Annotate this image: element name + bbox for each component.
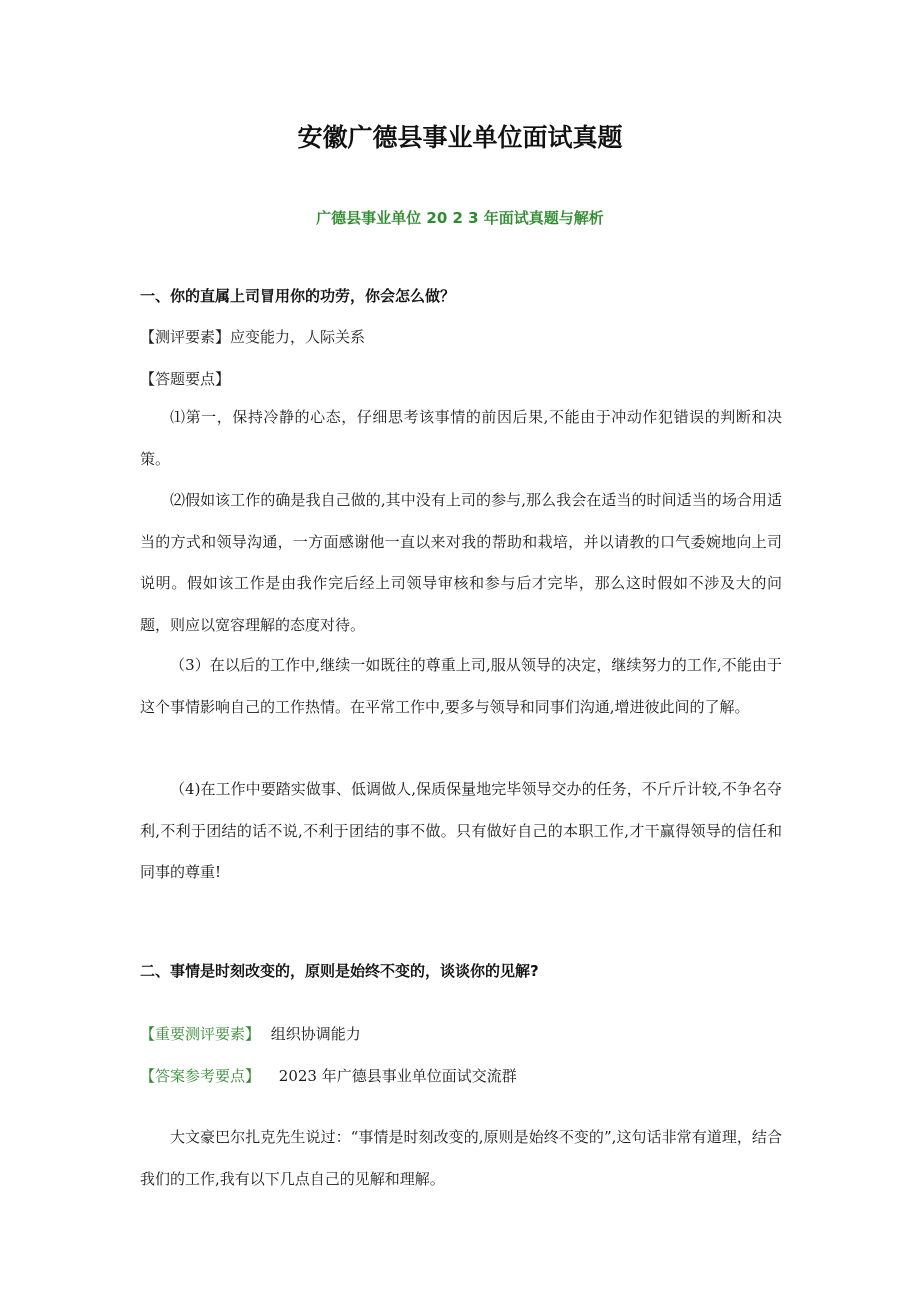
q1-paragraph-1: ⑴第一，保持冷静的心态，仔细思考该事情的前因后果,不能由于冲动作犯错误的判断和决策。 xyxy=(140,408,782,468)
q1-paragraph-2: ⑵假如该工作的确是我自己做的,其中没有上司的参与,那么我会在适当的时间适当的场合用适当的方式和领导沟通，一方面感谢他一直以来对我的帮助和栽培，并以请教的口气委婉地向上司说明。假如该工作是由我作完后经上司领导审核和参与后才完毕，那么这时假如不涉及大的问题，则应以宽容理解的态度对待。 xyxy=(140,491,782,634)
q2-answer-line xyxy=(140,1065,517,1086)
q2-answer-value: 2023 年广德县事业单位面试交流群 xyxy=(278,1067,517,1085)
question-1-heading: 一、你的直属上司冒用你的功劳，你会怎么做？ xyxy=(140,287,456,305)
page-subtitle: 广德县事业单位 20 2 3 年面试真题与解析 xyxy=(316,209,604,227)
q1-elements-line xyxy=(140,326,365,347)
question-2-heading: 二、事情是时刻改变的，原则是始终不变的，谈谈你的见解? xyxy=(140,962,539,980)
q1-elements-label: 【测评要素】 xyxy=(140,328,231,346)
q2-elements-label: 【重要测评要素】 xyxy=(140,1025,261,1043)
q1-points-label: 【答题要点】 xyxy=(140,370,231,388)
q1-elements-value: 应变能力，人际关系 xyxy=(230,328,366,346)
q1-paragraph-4: （4)在工作中要踏实做事、低调做人,保质保量地完毕领导交办的任务，不斤斤计较,不争名夺利,不利于团结的话不说,不利于团结的事不做。只有做好自己的本职工作,才干赢得领导的信任和同事的尊重! xyxy=(140,780,782,881)
q2-elements-line xyxy=(140,1023,361,1044)
q2-elements-value: 组织协调能力 xyxy=(270,1025,361,1043)
q1-paragraph-3: （3）在以后的工作中,继续一如既往的尊重上司,服从领导的决定，继续努力的工作,不能由于这个事情影响自己的工作热情。在平常工作中,要多与领导和同事们沟通,增进彼此间的了解。 xyxy=(140,656,782,716)
page-title: 安徽广德县事业单位面试真题 xyxy=(297,123,623,152)
q2-paragraph-1: 大文豪巴尔扎克先生说过：“事情是时刻改变的,原则是始终不变的”,这句话非常有道理，结合我们的工作,我有以下几点自己的见解和理解。 xyxy=(140,1128,782,1188)
q2-answer-label: 【答案参考要点】 xyxy=(140,1067,261,1085)
